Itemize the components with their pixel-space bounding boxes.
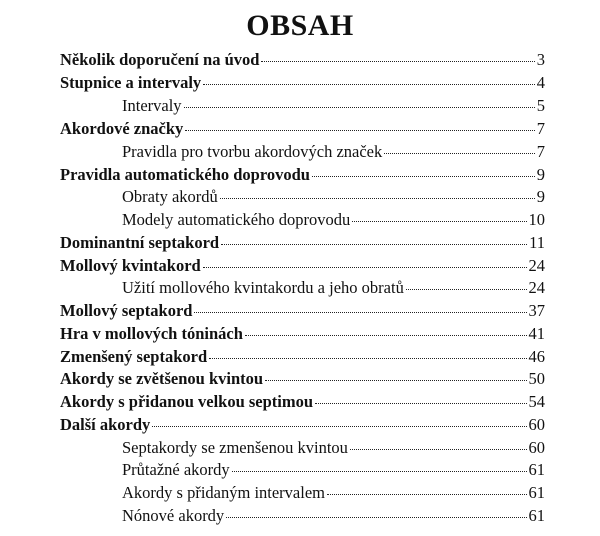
- dot-leader: [265, 380, 526, 381]
- toc-entry-label: Dominantní septakord: [60, 233, 220, 252]
- toc-entry-label: Modely automatického doprovodu: [122, 210, 351, 229]
- toc-entry-page: 61: [528, 483, 545, 502]
- toc-entry-label: Zmenšený septakord: [60, 347, 208, 366]
- toc-entry: [60, 165, 545, 185]
- dot-leader: [327, 494, 527, 495]
- toc-entry-label: Obraty akordů: [122, 187, 218, 206]
- toc-entry-label: Další akordy: [60, 415, 151, 434]
- toc-entry-page: 41: [528, 324, 545, 343]
- toc-entry-page: 9: [536, 187, 545, 206]
- toc-entry-label: Užití mollového kvintakordu a jeho obratů: [122, 278, 404, 297]
- toc-entry-page: 46: [528, 347, 545, 366]
- toc-entry-label: Akordy se zvětšenou kvintou: [60, 369, 264, 388]
- toc-entry-label: Hra v mollových tóninách: [60, 324, 243, 343]
- toc-entry-page: 7: [536, 142, 545, 161]
- dot-leader: [203, 84, 535, 85]
- dot-leader: [312, 176, 535, 177]
- toc-entry-page: 54: [528, 392, 545, 411]
- toc-entry-label: Několik doporučení na úvod: [60, 50, 260, 69]
- dot-leader: [185, 130, 534, 131]
- dot-leader: [221, 244, 527, 245]
- toc-entry-page: 50: [528, 369, 545, 388]
- toc-entry-page: 61: [528, 506, 545, 525]
- toc-entry-page: 61: [528, 460, 545, 479]
- toc-entry-page: 10: [528, 210, 545, 229]
- toc-entry: [60, 119, 545, 139]
- toc-entry-page: 3: [536, 50, 545, 69]
- toc-subentry: [122, 506, 545, 526]
- toc-subentry: [122, 187, 545, 207]
- toc-entry: [60, 369, 545, 389]
- toc-entry-page: 60: [528, 415, 545, 434]
- toc-entry: [60, 392, 545, 412]
- toc-entry-label: Stupnice a intervaly: [60, 73, 202, 92]
- toc-entry-label: Pravidla pro tvorbu akordových značek: [122, 142, 383, 161]
- toc-entry-label: Průtažné akordy: [122, 460, 230, 479]
- dot-leader: [184, 107, 535, 108]
- toc-subentry: [122, 96, 545, 116]
- dot-leader: [194, 312, 526, 313]
- toc-entry: [60, 50, 545, 70]
- toc-entry: [60, 233, 545, 253]
- dot-leader: [226, 517, 526, 518]
- toc-entry-page: 24: [528, 278, 545, 297]
- toc-subentry: [122, 142, 545, 162]
- toc-subentry: [122, 278, 545, 298]
- toc-entry-label: Septakordy se zmenšenou kvintou: [122, 438, 348, 457]
- toc-entry: [60, 301, 545, 321]
- dot-leader: [352, 221, 526, 222]
- toc-entry-label: Akordy s přidaným intervalem: [122, 483, 325, 502]
- toc-entry-page: 37: [528, 301, 545, 320]
- toc-entry-label: Akordy s přidanou velkou septimou: [60, 392, 314, 411]
- toc-subentry: [122, 210, 545, 230]
- dot-leader: [203, 267, 527, 268]
- toc-entry-page: 60: [528, 438, 545, 457]
- toc-entry-page: 9: [536, 165, 545, 184]
- toc-entry-label: Akordové značky: [60, 119, 184, 138]
- dot-leader: [245, 335, 527, 336]
- dot-leader: [350, 449, 527, 450]
- toc-entry-page: 4: [536, 73, 545, 92]
- toc-entry-page: 5: [536, 96, 545, 115]
- toc-entry: [60, 347, 545, 367]
- toc-subentry: [122, 483, 545, 503]
- toc-entry-page: 24: [528, 256, 545, 275]
- toc-subentry: [122, 460, 545, 480]
- toc-entry-label: Pravidla automatického doprovodu: [60, 165, 310, 184]
- toc-entry-label: Mollový kvintakord: [60, 256, 201, 275]
- dot-leader: [261, 61, 534, 62]
- dot-leader: [384, 153, 535, 154]
- toc-entry-label: Mollový septakord: [60, 301, 193, 320]
- dot-leader: [152, 426, 526, 427]
- toc-entry: [60, 415, 545, 435]
- toc-entry-page: 11: [529, 233, 545, 252]
- dot-leader: [406, 289, 527, 290]
- dot-leader: [315, 403, 526, 404]
- toc-entry-label: Intervaly: [122, 96, 182, 115]
- toc-subentry: [122, 438, 545, 458]
- dot-leader: [232, 471, 527, 472]
- toc-entry-label: Nónové akordy: [122, 506, 225, 525]
- toc-entry: [60, 324, 545, 344]
- dot-leader: [220, 198, 535, 199]
- toc-entry-page: 7: [536, 119, 545, 138]
- page-title: OBSAH: [246, 9, 354, 42]
- toc-entry: [60, 256, 545, 276]
- toc-entry: [60, 73, 545, 93]
- dot-leader: [209, 358, 526, 359]
